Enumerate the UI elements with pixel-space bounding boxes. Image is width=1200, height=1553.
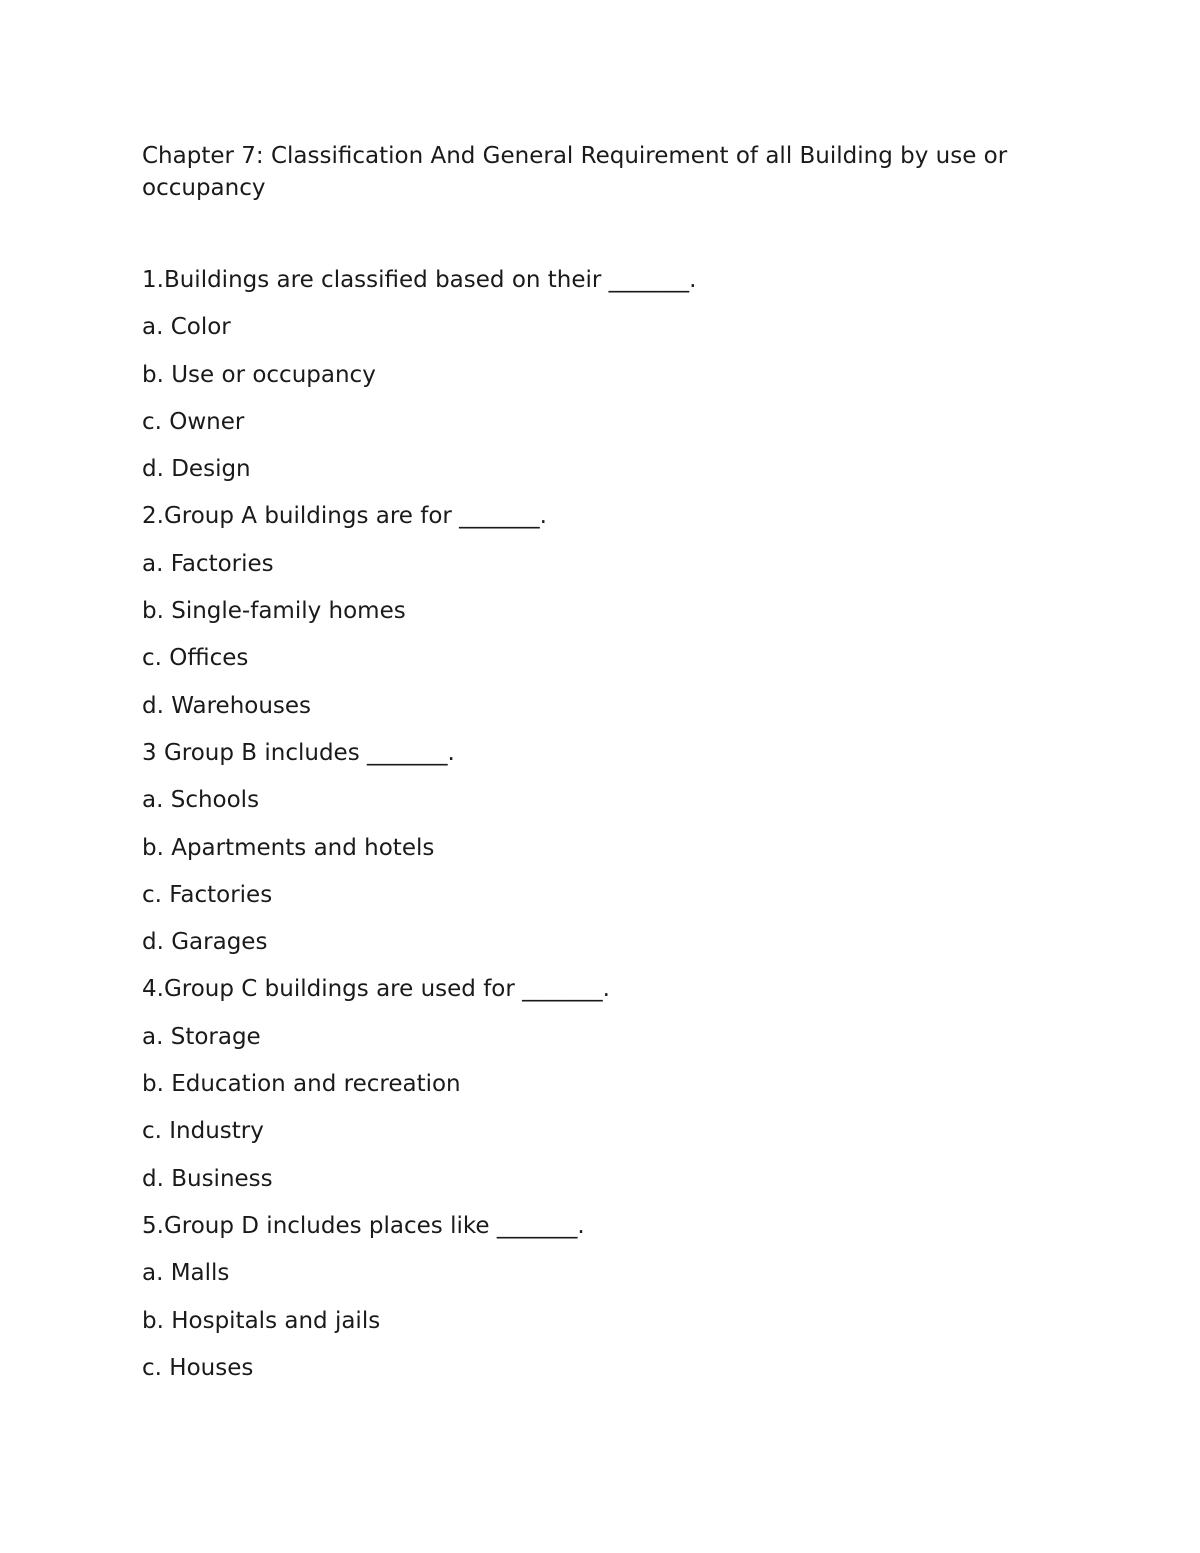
question-prompt: 5.Group D includes places like _______. [142,1212,585,1239]
question-2 [142,500,1062,736]
answer-option: c. Industry [142,1118,264,1145]
question-prompt: 2.Group A buildings are for _______. [142,503,547,530]
answer-option: b. Hospitals and jails [142,1307,381,1334]
answer-option: a. Color [142,314,231,341]
answer-option: d. Garages [142,929,268,956]
answer-option: d. Design [142,456,251,483]
answer-option: b. Apartments and hotels [142,834,435,861]
question-list [142,264,1062,1399]
answer-option: b. Use or occupancy [142,361,376,388]
answer-option: d. Warehouses [142,692,312,719]
question-4 [142,973,1062,1209]
answer-option: b. Single-family homes [142,598,406,625]
question-prompt: 1.Buildings are classified based on their _______. [142,267,697,293]
answer-option: a. Factories [142,550,274,577]
question-prompt: 4.Group C buildings are used for _______. [142,976,610,1003]
answer-option: a. Schools [142,787,260,814]
answer-option: a. Malls [142,1260,230,1287]
answer-option: c. Houses [142,1354,254,1381]
answer-option: d. Business [142,1165,273,1192]
document-title: Chapter 7: Classification And General Requirement of all Building by use or occupancy [142,143,1008,201]
question-5 [142,1210,1062,1399]
question-3 [142,737,1062,973]
answer-option: c. Offices [142,645,249,672]
question-prompt: 3 Group B includes _______. [142,739,455,766]
answer-option: c. Owner [142,408,245,435]
answer-option: b. Education and recreation [142,1071,461,1098]
answer-option: c. Factories [142,881,273,908]
answer-option: a. Storage [142,1023,261,1050]
question-1 [142,264,1062,500]
